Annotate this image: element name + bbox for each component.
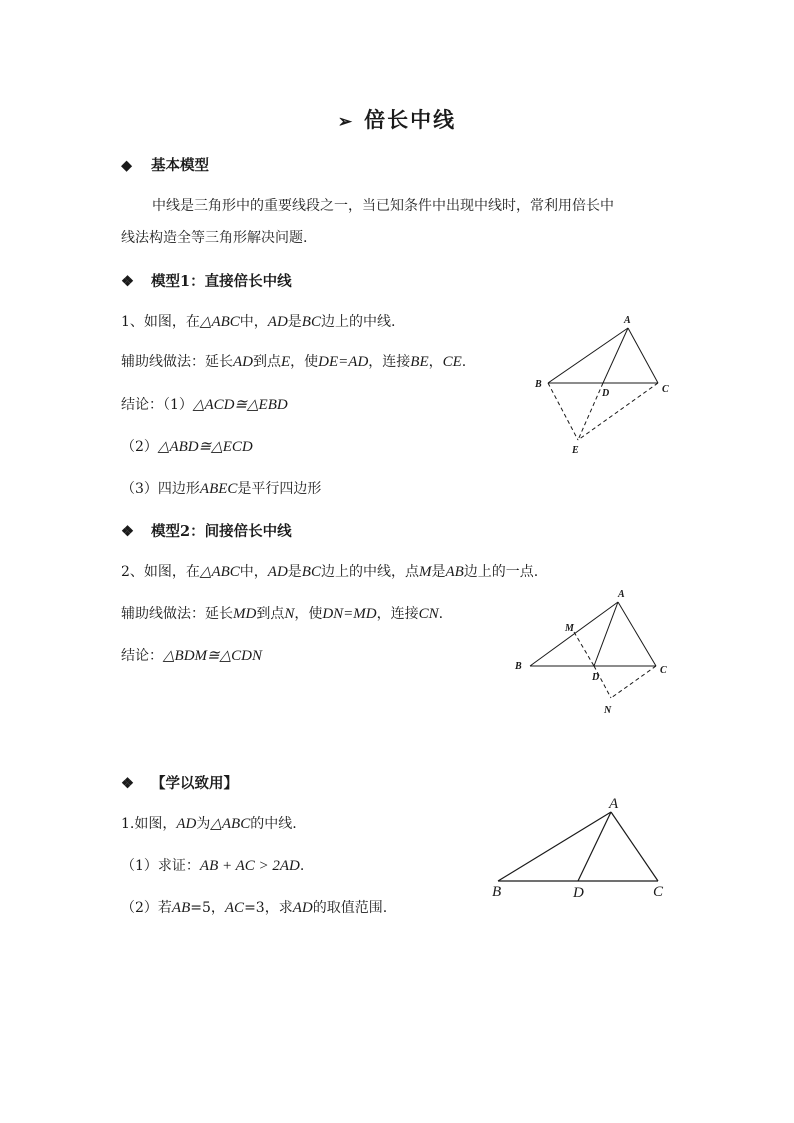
model1-heading <box>121 270 292 291</box>
apply-question: 1.如图，AD为△ABC的中线. <box>121 816 297 832</box>
label-c: C <box>653 884 664 900</box>
model1-question: 1、如图，在△ABC中，AD是BC边上的中线. <box>121 314 396 330</box>
segment-cn <box>611 666 656 698</box>
clover-bullet-icon: ❖ <box>121 775 134 792</box>
apply-heading-text: 【学以致用】 <box>151 775 238 792</box>
model1-aux-line: 辅助线做法：延长AD到点E，使DE=AD，连接BE，CE. <box>121 354 467 370</box>
arrow-icon: ➢ <box>337 112 355 132</box>
section-heading <box>121 154 209 175</box>
segment-ac <box>618 602 656 666</box>
model2-heading-text: 模型2：间接倍长中线 <box>151 523 292 540</box>
label-n: N <box>604 705 612 716</box>
segment-ac <box>628 328 658 383</box>
label-a: A <box>609 796 619 812</box>
page-title <box>0 104 794 134</box>
model2-question: 2、如图，在△ABC中，AD是BC边上的中线，点M是AB边上的一点. <box>121 564 539 580</box>
segment-ab <box>530 602 618 666</box>
model1-heading-text: 模型1：直接倍长中线 <box>151 273 292 290</box>
model1-figure <box>528 312 678 462</box>
segment-ac <box>611 812 658 881</box>
label-e: E <box>572 445 579 456</box>
segment-de <box>578 383 603 440</box>
label-m: M <box>565 623 574 634</box>
label-a: A <box>624 315 631 326</box>
model1-conclusion-3: （3）四边形ABEC是平行四边形 <box>121 481 322 497</box>
clover-bullet-icon: ❖ <box>121 523 134 540</box>
apply-heading <box>121 772 238 793</box>
segment-md <box>574 632 594 666</box>
label-d: D <box>573 885 584 901</box>
label-c: C <box>660 665 667 676</box>
model2-aux-line: 辅助线做法：延长MD到点N，使DN=MD，连接CN. <box>121 606 444 622</box>
label-b: B <box>515 661 522 672</box>
intro-line-2: 线法构造全等三角形解决问题. <box>121 230 308 246</box>
model2-figure <box>510 585 675 720</box>
clover-bullet-icon: ❖ <box>121 273 134 290</box>
model2-heading <box>121 520 292 541</box>
label-a: A <box>618 589 625 600</box>
label-c: C <box>662 384 669 395</box>
apply-part-2: （2）若AB=5，AC=3，求AD的取值范围. <box>121 900 388 916</box>
label-b: B <box>535 379 542 390</box>
apply-part-1: （1）求证：AB + AC > 2AD. <box>121 858 305 874</box>
section-heading-text: 基本模型 <box>151 157 209 174</box>
model2-conclusion: 结论：△BDM≅△CDN <box>121 648 262 664</box>
intro-line-1: 中线是三角形中的重要线段之一，当已知条件中出现中线时，常利用倍长中 <box>152 198 614 214</box>
apply-figure <box>488 790 678 905</box>
model1-conclusion-1: 结论：（1）△ACD≅△EBD <box>121 397 288 413</box>
label-b: B <box>492 884 502 900</box>
model1-conclusion-2: （2）△ABD≅△ECD <box>121 439 253 455</box>
diamond-icon: ◆ <box>121 157 133 174</box>
segment-be <box>548 383 578 440</box>
label-d: D <box>592 672 600 683</box>
segment-ad <box>594 602 618 666</box>
title-text: 倍长中线 <box>364 107 457 132</box>
label-d: D <box>602 388 610 399</box>
